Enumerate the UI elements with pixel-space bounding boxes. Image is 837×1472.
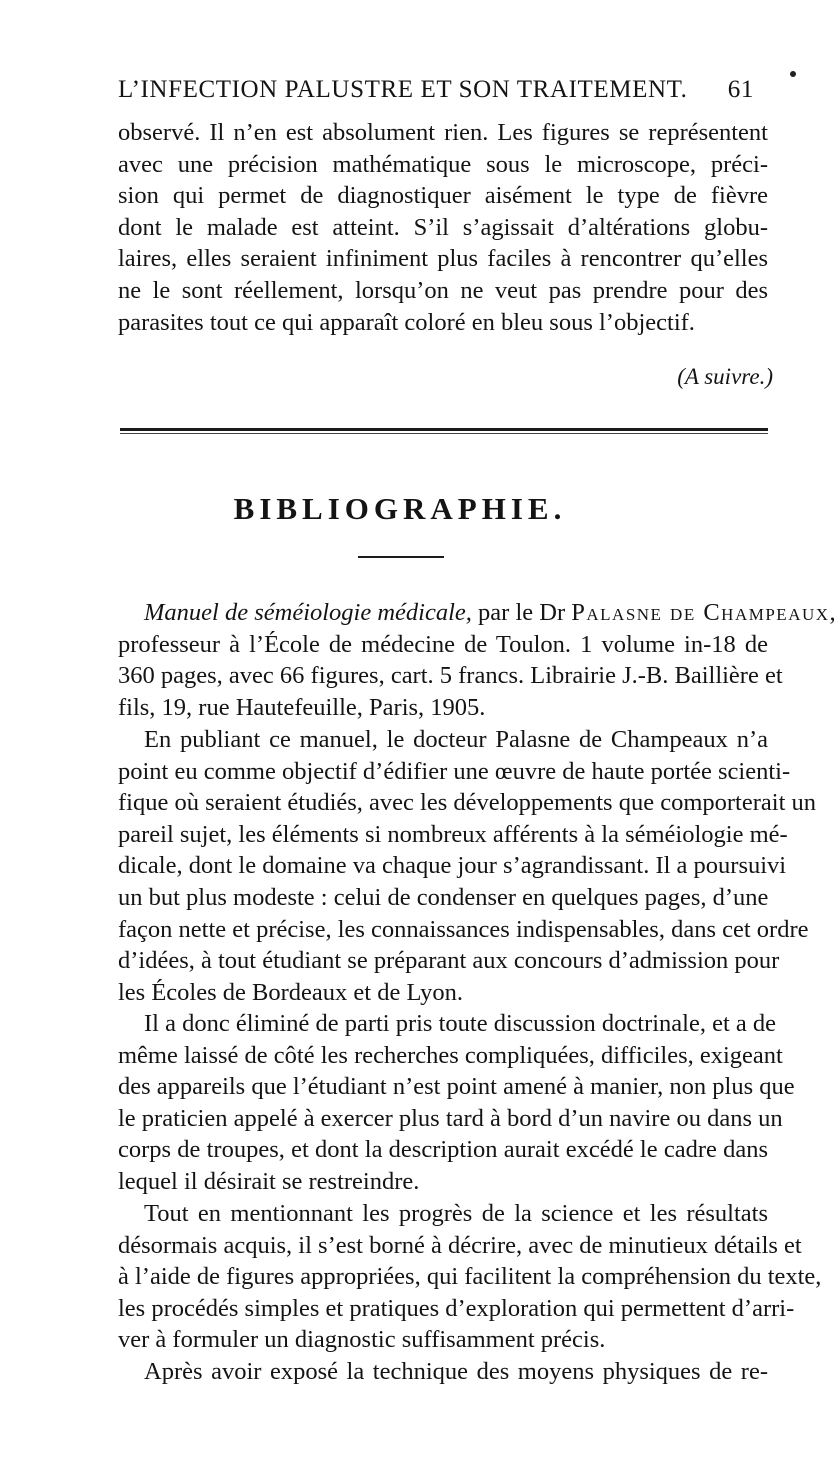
text-line: sion qui permet de diagnostiquer aisément le type de fièvre — [118, 182, 768, 210]
text-line: En publiant ce manuel, le docteur Palasne de Champeaux n’a — [144, 726, 768, 753]
text-line: à l’aide de figures appropriées, qui facilitent la compréhension du texte, — [118, 1263, 822, 1291]
review-paragraph-3 — [118, 1198, 822, 1356]
text-line: Il a donc éliminé de parti pris toute discussion doctrinale, et a de — [144, 1010, 777, 1037]
section-divider-thin — [120, 433, 768, 434]
text-line: 360 pages, avec 66 figures, cart. 5 francs. Librairie J.-B. Baillière et — [118, 662, 783, 690]
text-line: fils, 19, rue Hautefeuille, Paris, 1905. — [118, 693, 486, 721]
review-paragraph-2 — [118, 1008, 795, 1198]
text-line: dicale, dont le domaine va chaque jour s’agrandissant. Il a poursuivi — [118, 852, 787, 880]
text-line: dont le malade est atteint. S’il s’agissait d’altérations globu- — [118, 213, 768, 241]
text-line: professeur à l’École de médecine de Toulon. 1 volume in-18 de — [118, 630, 768, 658]
text-line: Tout en mentionnant les progrès de la science et les résultats — [144, 1200, 768, 1227]
review-paragraph-4 — [118, 1356, 768, 1388]
text-line: avec une précision mathématique sous le microscope, préci- — [118, 150, 768, 178]
text-line: pareil sujet, les éléments si nombreux afférents à la séméiologie mé- — [118, 820, 788, 848]
page-number: 61 — [727, 76, 754, 103]
text-line: un but plus modeste : celui de condenser en quelques pages, d’une — [118, 883, 769, 911]
to-be-continued: (A suivre.) — [677, 364, 773, 389]
section-divider — [120, 428, 768, 431]
text-line: des appareils que l’étudiant n’est point amené à manier, non plus que — [118, 1073, 795, 1101]
text-line: les Écoles de Bordeaux et de Lyon. — [118, 978, 463, 1006]
text-line: même laissé de côté les recherches compliquées, difficiles, exigeant — [118, 1041, 783, 1069]
title-underline — [358, 556, 444, 558]
text-line: les procédés simples et pratiques d’exploration qui permettent d’arri- — [118, 1294, 795, 1322]
text-line: lequel il désirait se restreindre. — [118, 1167, 420, 1195]
text-line: parasites tout ce qui apparaît coloré en bleu sous l’objectif. — [118, 308, 695, 336]
author-prefix: par le Dr — [471, 599, 572, 626]
running-title: L’INFECTION PALUSTRE ET SON TRAITEMENT. — [118, 76, 688, 103]
margin-dot — [790, 71, 796, 77]
bibliography-entry — [118, 597, 837, 723]
intro-paragraph — [118, 117, 768, 338]
citation-line — [118, 597, 837, 629]
text-line: observé. Il n’en est absolument rien. Les figures se représentent — [118, 119, 768, 146]
text-line: d’idées, à tout étudiant se préparant aux concours d’admission pour — [118, 947, 780, 975]
book-author: Palasne de Champeaux, — [571, 599, 837, 626]
text-line: Après avoir exposé la technique des moyens physiques de re- — [144, 1358, 768, 1385]
text-line: le praticien appelé à exercer plus tard à bord d’un navire ou dans un — [118, 1104, 783, 1132]
text-line: façon nette et précise, les connaissances indispensables, dans cet ordre — [118, 915, 809, 943]
section-title: BIBLIOGRAPHIE. — [233, 491, 567, 526]
text-line: laires, elles seraient infiniment plus faciles à rencontrer qu’elles — [118, 245, 768, 273]
book-title: Manuel de séméiologie médicale, — [144, 599, 472, 626]
text-line: ne le sont réellement, lorsqu’on ne veut pas prendre pour des — [118, 276, 768, 304]
text-line: ver à formuler un diagnostic suffisamment précis. — [118, 1326, 606, 1354]
text-line: fique où seraient étudiés, avec les développements que comporterait un — [118, 789, 816, 817]
review-paragraph-1 — [118, 724, 816, 1008]
text-line: désormais acquis, il s’est borné à décrire, avec de minutieux détails et — [118, 1231, 802, 1259]
text-line: point eu comme objectif d’édifier une œuvre de haute portée scienti- — [118, 757, 791, 785]
text-line: corps de troupes, et dont la description aurait excédé le cadre dans — [118, 1136, 768, 1164]
